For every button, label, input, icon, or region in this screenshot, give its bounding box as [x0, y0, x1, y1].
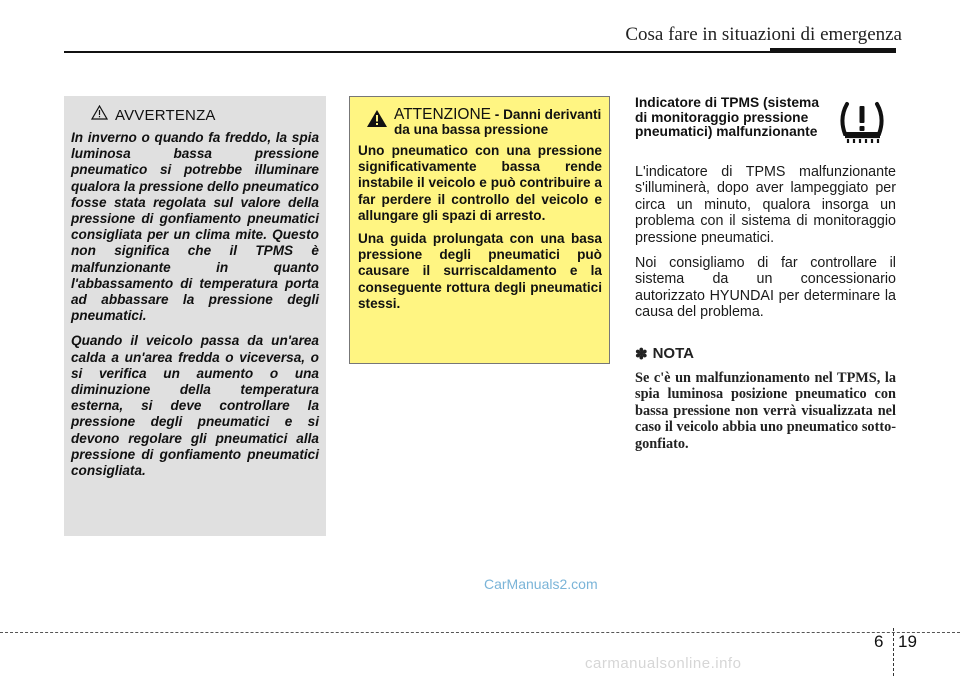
warning-box: [64, 96, 326, 536]
warning-paragraph: In inverno o quando fa freddo, la spia luminosa bassa pressione pneumatico si potrebbe illuminare qualora la pressione dello pneumatico fosse stata regolata sul valore della pressione di gonfiamento pneumatici consigliata per un clima mite. Questo non significa che il TPMS è malfunzionante in quanto l'abbassamento di temperatura porta ad abbassare la pressione degli pneumatici.: [71, 130, 319, 324]
footer-rule: [0, 632, 960, 633]
tpms-heading: Indicatore di TPMS (sistema di monitoraggio pressione pneumatici) malfunzionante: [635, 95, 820, 140]
note-header: [635, 345, 896, 363]
page-number-divider: [893, 628, 894, 676]
header-rule: [64, 51, 770, 53]
caution-label: ATTENZIONE: [394, 106, 492, 123]
warning-body: [71, 130, 319, 479]
note-text: Se c'è un malfunzionamento nel TPMS, la spia luminosa posizione pneumatico con bassa pressione non verrà visualizzata nel caso il veicolo abbia uno pneumatico sotto-gonfiato.: [635, 369, 896, 453]
caution-title: [394, 107, 602, 137]
tpms-warning-icon: [829, 94, 895, 148]
note-title: NOTA: [652, 345, 694, 363]
section-header-title: Cosa fare in situazioni di emergenza: [625, 24, 902, 45]
tpms-paragraph: L'indicatore di TPMS malfunzionante s'illuminerà, dopo aver lampeggiato per circa un minuto, qualora insorga un problema con il sistema di monitoraggio pressione pneumatici.: [635, 164, 896, 246]
caution-body: [358, 143, 602, 312]
page-chapter: 6: [874, 632, 884, 651]
warning-triangle-filled-icon: [366, 109, 388, 133]
caution-paragraph: Uno pneumatico con una pressione significativamente bassa rende instabile il veicolo e può contribuire a far perdere il controllo del veicolo e allungare gli spazi di arresto.: [358, 143, 602, 223]
caution-box: [349, 96, 610, 364]
warning-paragraph: Quando il veicolo passa da un'area calda a un'area fredda o viceversa, o si verifica un aumento o una diminuzione della temperatura esterna, si deve controllare la pressione degli pneumatici e si devono regolare gli pneumatici alla pressione di gonfiamento pneumatici consigliata.: [71, 333, 319, 479]
note-star-icon: ✽: [635, 345, 648, 363]
tpms-section: [635, 164, 896, 453]
header-rule-accent: [770, 48, 896, 53]
footer-site-text: carmanualsonline.info: [585, 655, 742, 672]
warning-header: [91, 105, 319, 125]
tpms-paragraph: Noi consigliamo di far controllare il sistema da un concessionario autorizzato HYUNDAI per determinare la causa del problema.: [635, 255, 896, 321]
page-number: 19: [898, 632, 917, 651]
caution-header: [366, 107, 602, 137]
caution-title-rest: - Danni derivanti da una bassa pressione: [394, 107, 602, 137]
warning-triangle-icon: [91, 105, 108, 125]
warning-title: AVVERTENZA: [115, 106, 216, 124]
caution-paragraph: Una guida prolungata con una basa pressione degli pneumatici può causare il surriscaldamento e la conseguente rottura degli pneumatici stessi.: [358, 231, 602, 311]
watermark-link[interactable]: CarManuals2.com: [484, 576, 598, 592]
